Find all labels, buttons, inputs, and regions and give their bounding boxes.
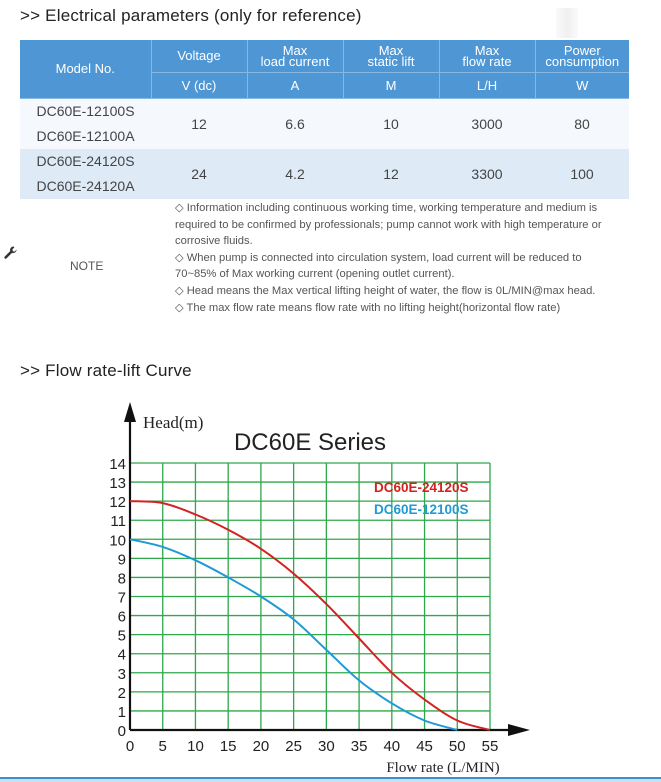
- current-cell: 6.6: [247, 98, 343, 149]
- x-tick-label: 10: [187, 738, 204, 755]
- note-label: NOTE: [70, 259, 104, 273]
- notes-block: [175, 200, 615, 316]
- note-line: ◇ The max flow rate means flow rate with no lifting height(horizontal flow rate): [175, 301, 561, 314]
- y-tick-label: 3: [117, 665, 126, 683]
- unit-flow: L/H: [439, 72, 535, 98]
- section-title-electrical: >> Electrical parameters (only for reference): [20, 6, 362, 25]
- x-tick-label: 40: [383, 738, 401, 755]
- voltage-cell: 24: [151, 149, 247, 199]
- y-tick-label: 14: [109, 456, 126, 473]
- x-tick-label: 5: [158, 738, 167, 755]
- y-axis-arrow: [124, 402, 136, 422]
- header-flow: Max flow rate: [439, 40, 535, 72]
- header-model: Model No.: [20, 40, 151, 98]
- legend-entry: DC60E-24120S: [374, 480, 469, 495]
- chart-title: DC60E Series: [233, 429, 387, 456]
- decorative-glow: [556, 8, 578, 38]
- y-tick-label: 10: [109, 532, 126, 550]
- header-power: Power consumption: [535, 40, 629, 72]
- unit-voltage: V (dc): [151, 72, 247, 98]
- model-cell: DC60E-24120S DC60E-24120A: [20, 149, 151, 199]
- header-voltage: Voltage: [151, 40, 247, 72]
- model-cell: DC60E-12100S DC60E-12100A: [20, 98, 151, 149]
- lift-cell: 10: [343, 98, 439, 149]
- current-cell: 4.2: [247, 149, 343, 199]
- x-tick-label: 15: [219, 738, 237, 755]
- section-title-curve: >> Flow rate-lift Curve: [20, 361, 192, 380]
- flow-lift-chart: [0, 388, 661, 778]
- x-axis-label: Flow rate (L/MIN): [386, 760, 500, 776]
- table-header-row: [20, 40, 629, 72]
- header-current: Max load current: [247, 40, 343, 72]
- power-cell: 80: [535, 98, 629, 149]
- note-line: ◇ Head means the Max vertical lifting height of water, the flow is 0L/MIN@max head.: [175, 284, 596, 297]
- x-tick-label: 25: [285, 738, 302, 755]
- wrench-icon[interactable]: [3, 245, 19, 261]
- flow-cell: 3000: [439, 98, 535, 149]
- y-tick-label: 6: [117, 608, 126, 626]
- y-tick-label: 1: [117, 703, 126, 721]
- x-tick-label: 55: [481, 738, 499, 755]
- y-tick-label: 2: [117, 684, 126, 702]
- y-tick-label: 4: [117, 646, 126, 664]
- x-tick-label: 30: [318, 738, 335, 755]
- x-tick-label: 50: [448, 738, 466, 755]
- y-tick-label: 8: [117, 570, 126, 588]
- flow-cell: 3300: [439, 149, 535, 199]
- y-tick-label: 11: [110, 513, 126, 531]
- power-cell: 100: [535, 149, 629, 199]
- x-tick-label: 35: [350, 738, 368, 755]
- chart-legend: [374, 480, 469, 517]
- y-tick-label: 9: [117, 551, 126, 569]
- unit-lift: M: [343, 72, 439, 98]
- note-line: ◇ Information including continuous working time, working temperature and medium is required to be confirmed by professionals; pump cannot work with high temperature or corrosive fluids.: [175, 202, 602, 248]
- y-tick-label: 13: [109, 475, 126, 493]
- x-tick-label: 0: [125, 738, 135, 755]
- y-tick-label: 12: [109, 494, 126, 512]
- y-tick-label: 0: [117, 723, 126, 740]
- y-tick-label: 5: [117, 627, 126, 645]
- lift-cell: 12: [343, 149, 439, 199]
- x-axis-arrow: [508, 724, 530, 736]
- x-tick-label: 20: [252, 738, 270, 755]
- table-row: [20, 98, 629, 149]
- voltage-cell: 12: [151, 98, 247, 149]
- y-axis-label: Head(m): [143, 413, 204, 432]
- parameters-table: [20, 40, 629, 199]
- legend-entry: DC60E-12100S: [374, 502, 469, 517]
- y-tick-label: 7: [117, 589, 126, 607]
- x-tick-label: 45: [416, 738, 433, 755]
- table-row: [20, 149, 629, 199]
- unit-power: W: [535, 72, 629, 98]
- unit-current: A: [247, 72, 343, 98]
- bottom-divider: [0, 777, 661, 782]
- header-lift: Max static lift: [343, 40, 439, 72]
- note-line: ◇ When pump is connected into circulation system, load current will be reduced to 70~85% of Max working current (opening outlet current).: [175, 251, 582, 281]
